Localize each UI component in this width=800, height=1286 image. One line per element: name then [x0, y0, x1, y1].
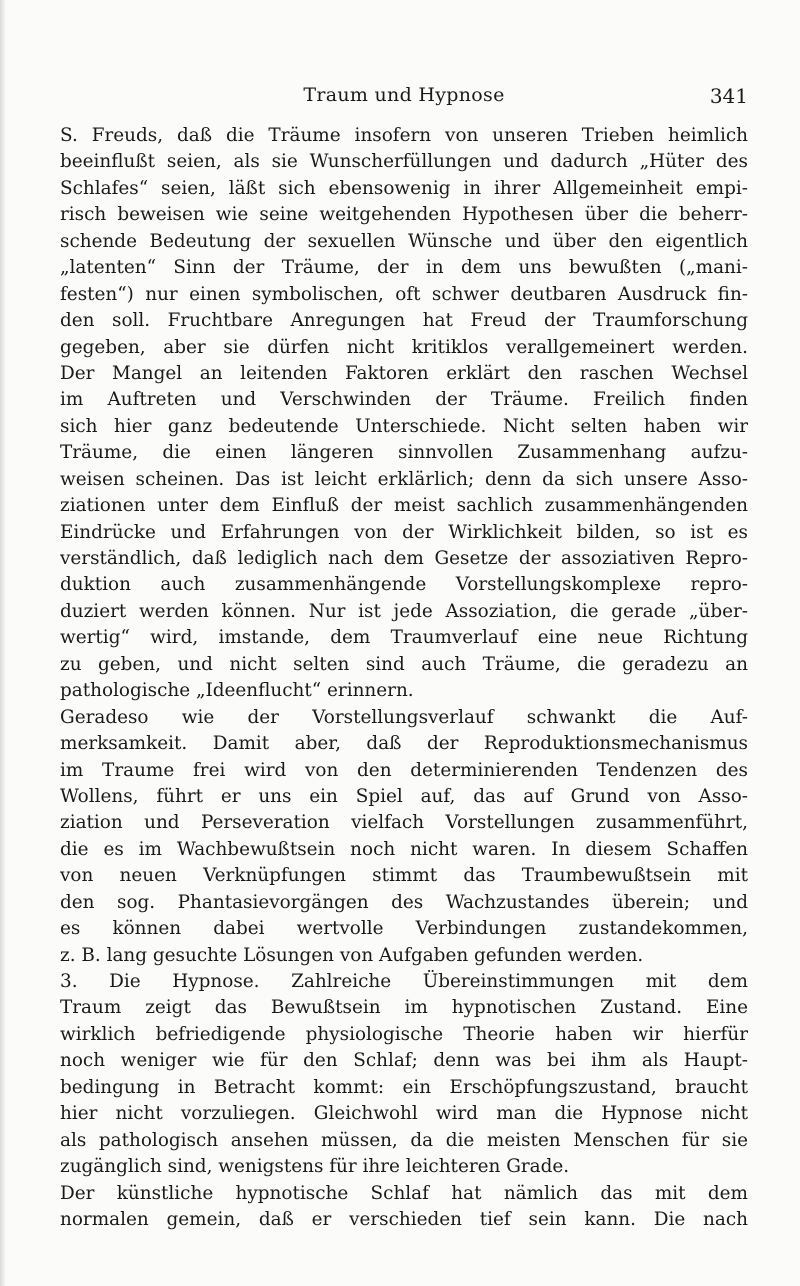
text-line: im Traume frei wird von den determinierenden Tendenzen des — [60, 759, 748, 781]
text-line: bedingung in Betracht kommt: ein Erschöpfungszustand, braucht — [60, 1076, 748, 1098]
text-line: Geradeso wie der Vorstellungsverlauf schwankt die Auf- — [60, 706, 748, 728]
text-line: von neuen Verknüpfungen stimmt das Traumbewußtsein mit — [60, 865, 748, 887]
text-line: festen“) nur einen symbolischen, oft schwer deutbaren Ausdruck fin- — [60, 283, 748, 305]
page-gutter-shadow — [0, 0, 6, 1286]
text-line: Traum zeigt das Bewußtsein im hypnotischen Zustand. Eine — [60, 997, 748, 1019]
text-line: „latenten“ Sinn der Träume, der in dem uns bewußten („mani- — [60, 257, 748, 279]
text-line: z. B. lang gesuchte Lösungen von Aufgaben gefunden werden. — [60, 944, 644, 966]
text-line: den soll. Fruchtbare Anregungen hat Freud der Traumforschung — [60, 310, 748, 332]
text-line: normalen gemein, daß er verschieden tief sein kann. Die nach — [60, 1208, 748, 1230]
running-title: Traum und Hypnose — [303, 84, 505, 106]
text-line: duktion auch zusammenhängende Vorstellungskomplexe repro- — [60, 574, 748, 596]
text-line: noch weniger wie für den Schlaf; denn was bei ihm als Haupt- — [60, 1050, 748, 1072]
running-head — [60, 84, 748, 114]
text-line: hier nicht vorzuliegen. Gleichwohl wird man die Hypnose nicht — [60, 1103, 748, 1125]
text-line: im Auftreten und Verschwinden der Träume. Freilich finden — [60, 389, 748, 411]
text-line: Wollens, führt er uns ein Spiel auf, das auf Grund von Asso- — [60, 785, 748, 807]
page-number: 341 — [709, 84, 748, 108]
text-line: ziationen unter dem Einfluß der meist sachlich zusammenhängenden — [60, 495, 748, 517]
text-line: wertig“ wird, imstande, dem Traumverlauf eine neue Richtung — [60, 627, 748, 649]
text-line: duziert werden können. Nur ist jede Assoziation, die gerade „über- — [60, 600, 748, 622]
text-line: verständlich, daß lediglich nach dem Gesetze der assoziativen Repro- — [60, 548, 748, 569]
text-line: risch beweisen wie seine weitgehenden Hypothesen über die beherr- — [60, 204, 748, 226]
text-line: Schlafes“ seien, läßt sich ebensowenig in ihrer Allgemeinheit empi- — [60, 177, 748, 199]
text-line: zugänglich sind, wenigstens für ihre leichteren Grade. — [60, 1156, 570, 1178]
text-line: gegeben, aber sie dürfen nicht kritiklos verallgemeinert werden. — [60, 336, 748, 358]
text-line: sich hier ganz bedeutende Unterschiede. Nicht selten haben wir — [60, 415, 748, 437]
text-line: Eindrücke und Erfahrungen von der Wirklichkeit bilden, so ist es — [60, 521, 748, 543]
text-line: Der Mangel an leitenden Faktoren erklärt den raschen Wechsel — [60, 362, 748, 384]
text-line: beeinflußt seien, als sie Wunscherfüllungen und dadurch „Hüter des — [60, 151, 748, 173]
text-line: Träume, die einen längeren sinnvollen Zusammenhang aufzu- — [60, 442, 748, 464]
text-line: die es im Wachbewußtsein noch nicht waren. In diesem Schaffen — [60, 838, 748, 860]
text-line: zu geben, und nicht selten sind auch Träume, die geradezu an — [60, 653, 748, 675]
text-line: weisen scheinen. Das ist leicht erklärlich; denn da sich unsere Asso- — [60, 468, 748, 490]
text-line: es können dabei wertvolle Verbindungen zustandekommen, — [60, 918, 748, 940]
text-line: schende Bedeutung der sexuellen Wünsche und über den eigentlich — [60, 230, 748, 252]
body-text — [60, 123, 748, 1233]
text-line: 3. Die Hypnose. Zahlreiche Übereinstimmungen mit dem — [60, 971, 748, 992]
text-line: Der künstliche hypnotische Schlaf hat nämlich das mit dem — [60, 1182, 748, 1204]
text-line: den sog. Phantasievorgängen des Wachzustandes überein; und — [60, 891, 748, 913]
text-line: pathologische „Ideenflucht“ erinnern. — [60, 680, 414, 702]
text-line: merksamkeit. Damit aber, daß der Reproduktionsmechanismus — [60, 733, 748, 755]
text-line: ziation und Perseveration vielfach Vorstellungen zusammenführt, — [60, 812, 748, 834]
text-line: als pathologisch ansehen müssen, da die meisten Menschen für sie — [60, 1129, 748, 1151]
text-line: wirklich befriedigende physiologische Theorie haben wir hierfür — [60, 1023, 748, 1045]
text-line: S. Freuds, daß die Träume insofern von unseren Trieben heimlich — [60, 125, 748, 146]
